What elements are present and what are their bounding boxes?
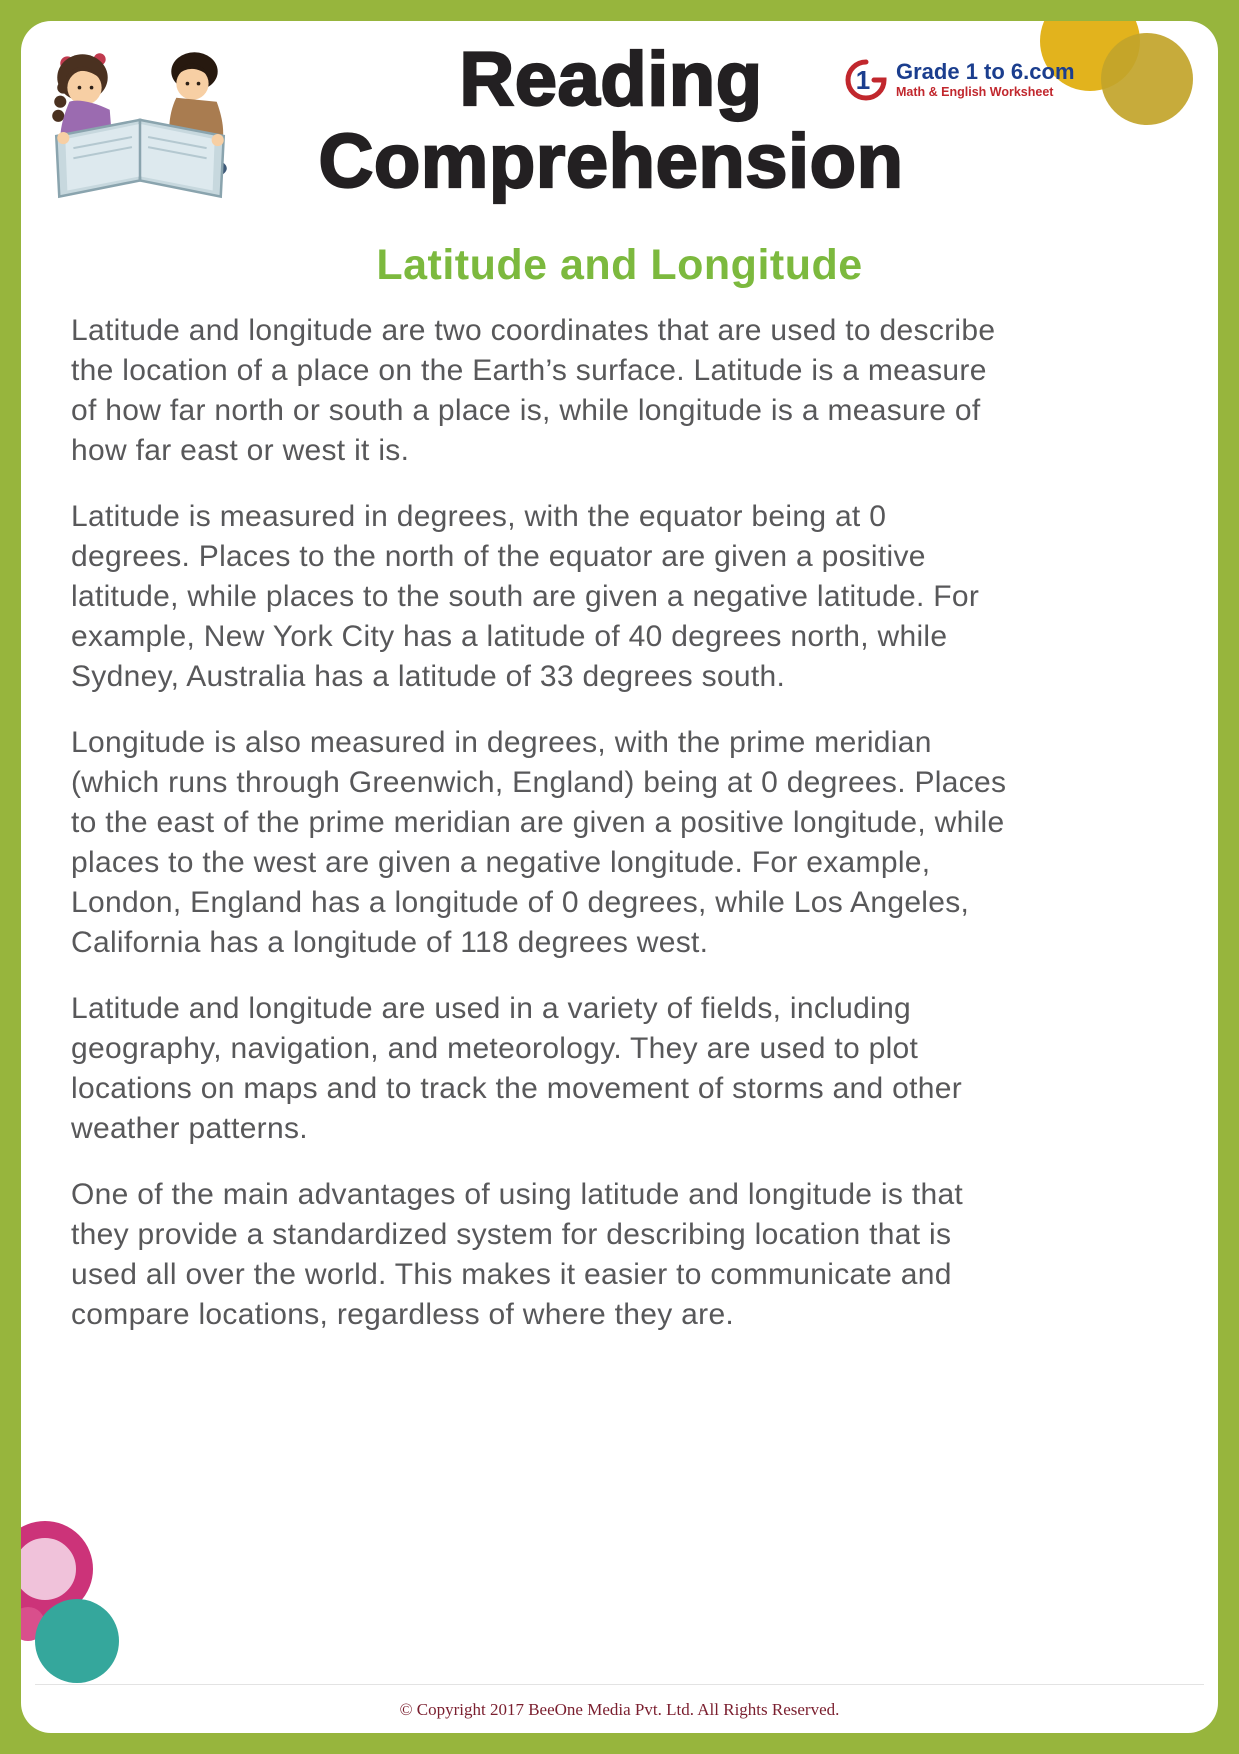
- decor-circle-teal: [35, 1599, 119, 1683]
- logo-text: [896, 60, 1075, 99]
- title-line-2: Comprehension: [318, 119, 904, 204]
- grade1to6-logo: [843, 57, 1075, 103]
- svg-text:1: 1: [855, 65, 871, 95]
- footer-divider: [35, 1684, 1204, 1685]
- kids-reading-illustration: [29, 31, 251, 233]
- paragraph-5: One of the main advantages of using latitude and longitude is that they provide a standardized system for describing location that is used all over the world. This makes it easier to communicate and compare locations, regardless of where they are.: [71, 1178, 964, 1331]
- title-line-1: Reading: [459, 37, 763, 122]
- paragraph-1: Latitude and longitude are two coordinates that are used to describe the location of a place on the Earth’s surface. Latitude is a measure of how far north or south a place is, while longitude is a measure of how far east or west it is.: [71, 314, 996, 467]
- grade1to6-logo-icon: [843, 57, 889, 103]
- copyright-text: © Copyright 2017 BeeOne Media Pvt. Ltd. All Rights Reserved.: [399, 1700, 840, 1719]
- paragraph-3: Longitude is also measured in degrees, with the prime meridian (which runs through Greenwich, England) being at 0 degrees. Places to the east of the prime meridian are given a positive longitude, while places to the west are given a negative longitude. For example, London, England has a longitude of 0 degrees, while Los Angeles, California has a longitude of 118 degrees west.: [71, 726, 1007, 959]
- logo-tagline: Math & English Worksheet: [896, 85, 1054, 100]
- worksheet-subtitle: Latitude and Longitude: [376, 241, 863, 289]
- paragraph-2: Latitude is measured in degrees, with the equator being at 0 degrees. Places to the north of the equator are given a positive latitude, while places to the south are given a negative latitude. For example, New York City has a latitude of 40 degrees north, while Sydney, Australia has a latitude of 33 degrees south.: [71, 500, 980, 693]
- logo-site-name: Grade 1 to 6.com: [896, 59, 1075, 85]
- worksheet-panel: [21, 21, 1218, 1733]
- article-body: [71, 311, 1009, 1361]
- decor-circle-olive: [1101, 33, 1193, 125]
- kids-reading-icon: [29, 31, 251, 233]
- paragraph-4: Latitude and longitude are used in a variety of fields, including geography, navigation, and meteorology. They are used to plot locations on maps and to track the movement of storms and other weather patterns.: [71, 992, 963, 1145]
